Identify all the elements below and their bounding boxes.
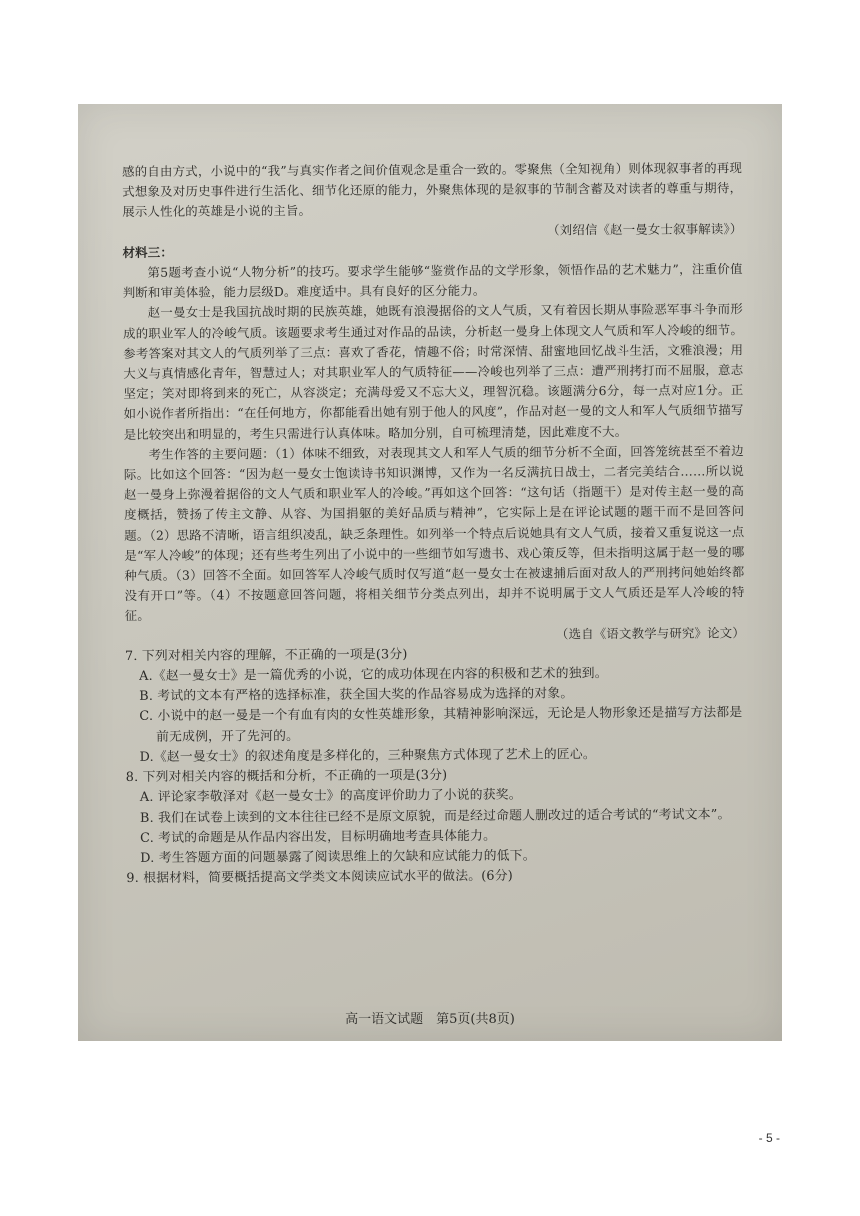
scanned-photo [78, 104, 782, 1041]
document-page-number: - 5 - [758, 1131, 780, 1145]
question-stem: 8. 下列对相关内容的概括和分析，不正确的一项是(3分) [125, 768, 448, 786]
material-heading: 材料三： [122, 244, 173, 260]
paragraph-intro: 感的自由方式，小说中的“我”与真实作者之间价值观念是重合一致的。零聚焦（全知视角）则体现叙事者的再现式想象及对历史事件进行生活化、细节化还原的能力，外聚焦体现的是叙事的节制含蓄及对读者的尊重与期待，展示人性化的英雄是小说的主旨。 [122, 160, 743, 220]
question-stem: 7. 下列对相关内容的理解，不正确的一项是(3分) [124, 647, 408, 664]
source-citation-2: （选自《语文教学与研究》论文） [555, 624, 745, 642]
option-a: A. 评论家李敬泽对《赵一曼女士》的高度评价助力了小说的获奖。 [139, 787, 522, 806]
option-d: D.《赵一曼女士》的叙述角度是多样化的，三种聚焦方式体现了艺术上的匠心。 [139, 747, 596, 765]
material-paragraph-1: 第5题考查小说“人物分析”的技巧。要求学生能够“鉴赏作品的文学形象，领悟作品的艺术魅力”，注重价值判断和审美体验，能力层级D。难度适中。具有良好的区分能力。 [122, 261, 743, 301]
source-citation-1: （刘绍信《赵一曼女士叙事解读》） [547, 220, 743, 238]
option-a: A.《赵一曼女士》是一篇优秀的小说，它的成功体现在内容的积极和艺术的独到。 [139, 666, 608, 684]
material-paragraph-3: 考生作答的主要问题：（1）体味不细致，对表现其文人和军人气质的细节分析不全面，回答笼统甚至不着边际。比如这个回答：“因为赵一曼女士饱读诗书知识渊博，又作为一名反满抗日战士，二者完美结合……所以说赵一曼身上弥漫着据俗的文人气质和职业军人的冷峻。”再如这个回答：“这句话（指题干）是对传主赵一曼的高度概括，赞扬了传主文静、从容、为国捐躯的美好品质与精神”，它实际上是在评论试题的题干而不是回答问题。（2）思路不清晰，语言组织凌乱，缺乏条理性。如列举一个特点后说她具有文人气质，接着又重复说这一点是“军人冷峻”的体现；还有些考生列出了小说中的一些细节如写遗书、戏心策反等，但未指明这属于赵一曼的哪种气质。（3）回答不全面。如回答军人冷峻气质时仅写道“赵一曼女士在被逮捕后面对敌人的严刑拷问她始终都没有开口”等。（4）不按题意回答问题，将相关细节分类点列出，却并不说明属于文人气质还是军人冷峻的特征。 [123, 443, 745, 624]
material-paragraph-2: 赵一曼女士是我国抗战时期的民族英雄，她既有浪漫据俗的文人气质，又有着因长期从事险恶军事斗争而形成的职业军人的冷峻气质。该题要求考生通过对作品的品读，分析赵一曼身上体现文人气质和军人冷峻的细节。参考答案对其文人的气质列举了三点：喜欢了香花，情趣不俗；时常深情、甜蜜地回忆战斗生活，文雅浪漫；用大义与真情感化青年，智慧过人；对其职业军人的气质特征——冷峻也列举了三点：遭严刑拷打而不屈服，意志坚定；笑对即将到来的死亡，从容淡定；充满母爱又不忘大义，理智沉稳。该题满分6分，每一点对应1分。正如小说作者所指出：“在任何地方，你都能看出她有别于他人的风度”，作品对赵一曼的文人和军人气质细节描写是比较突出和明显的，考生只需进行认真体味。略加分别，自可梳理清楚，因此难度不大。 [122, 301, 744, 442]
question-8 [126, 764, 747, 869]
option-b: B. 我们在试卷上读到的文本往往已经不是原文原貌，而是经过命题人删改过的适合考试的“考试文本”。 [139, 806, 731, 826]
option-c: C. 小说中的赵一曼是一个有血有肉的女性英雄形象，其精神影响深远，无论是人物形象还是描写方法都是前无成例，开了先河的。 [139, 705, 743, 745]
option-d: D. 考生答题方面的问题暴露了阅读思维上的欠缺和应试能力的低下。 [140, 848, 536, 866]
question-7 [125, 643, 746, 768]
question-9 [126, 865, 746, 889]
option-c: C. 考试的命题是从作品内容出发，目标明确地考查具体能力。 [140, 828, 497, 846]
page-footer: 高一语文试题 第5页(共8页) [345, 1012, 515, 1027]
option-b: B. 考试的文本有严格的选择标准，获全国大奖的作品容易成为选择的对象。 [139, 686, 574, 705]
question-stem: 9. 根据材料，简要概括提高文学类文本阅读应试水平的做法。(6分) [126, 868, 513, 887]
exam-page [122, 158, 746, 889]
